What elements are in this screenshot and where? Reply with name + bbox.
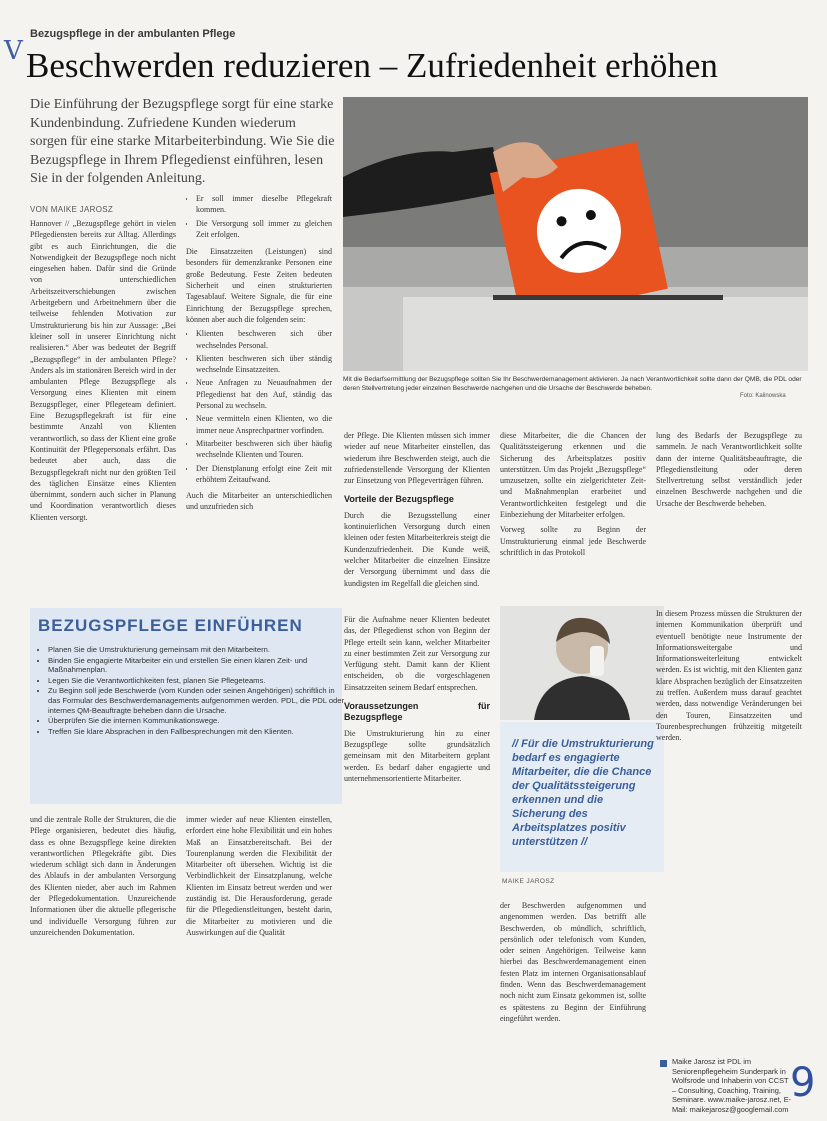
author-portrait	[500, 606, 664, 720]
section-kicker: Bezugspflege in der ambulanten Pflege	[30, 28, 236, 40]
bullet-list-wishes	[186, 193, 332, 240]
bio-marker	[660, 1060, 667, 1067]
list-item: • Binden Sie engagierte Mitarbeiter ein und erstellen Sie einen klaren Zeit- und Maßnahmenplan.	[48, 656, 346, 675]
list-item: • Klienten beschweren sich über wechselndes Personal.	[196, 328, 332, 351]
portrait-illustration	[500, 606, 664, 720]
info-box-list	[38, 645, 346, 737]
list-item: • Legen Sie die Verantwortlichkeiten fest, planen Sie Pflegeteams.	[48, 676, 346, 686]
paragraph: Die Einsatzzeiten (Leistungen) sind besonders für demenzkranke Personen eine große Bedeutung. Feste Zeiten bedeuten Sicherheit und einen strukturierten Tagesablauf. Weitere Signale, die für eine Einrichtung der Bezugspflege sprechen, können aber auch die folgenden sein:	[186, 247, 332, 324]
article-column-lower-3	[344, 614, 490, 1054]
article-column-lower-5: In diesem Prozess müssen die Strukturen der internen Kommunikation überprüft und eventuell benötigte neue Instrumente der Informationsweitergabe und Informationsweiterleitung entwickelt werden. Es ist wichtig, mit den Klienten ganz klare Absprachen bezüglich der Einsatzzeiten zu treffen. Außerdem muss darauf geachtet werden, dass notwendige Veränderungen bei den Touren, Einsatzzeiten und Tourenbesprechungen frühzeitig mitgeteilt werden.	[656, 609, 802, 743]
ballot-illustration	[343, 97, 808, 371]
paragraph: Vorweg sollte zu Beginn der Umstrukturierung einmal jede Beschwerde schriftlich in das Protokoll	[500, 525, 646, 557]
article-column-2	[186, 193, 332, 583]
paragraph: Auch die Mitarbeiter an unterschiedlichen und unzufrieden sich	[186, 491, 332, 512]
list-item: • Neue Anfragen zu Neuaufnahmen der Pflegedienst hat den Auf, ständig das Personal zu wechseln.	[196, 377, 332, 411]
list-item: • Überprüfen Sie die internen Kommunikationswege.	[48, 716, 346, 726]
list-item: • Neue vermitteln einen Klienten, wo die immer neue Ansprechpartner vorfinden.	[196, 413, 332, 436]
photo-credit: Foto: Kalinowska	[740, 393, 786, 399]
page-number: 9	[790, 1060, 816, 1106]
subheading-voraussetzungen: Voraussetzungen für Bezugspflege	[344, 701, 490, 723]
article-column-4	[500, 430, 646, 600]
list-item: • Er soll immer dieselbe Pflegekraft kommen.	[196, 193, 332, 216]
ballot-photo	[343, 97, 808, 371]
page-title: Beschwerden reduzieren – Zufriedenheit erhöhen	[26, 46, 718, 85]
byline: VON MAIKE JAROSZ	[30, 205, 114, 214]
lead-paragraph: Die Einführung der Bezugspflege sorgt für eine starke Kundenbindung. Zufriedene Kunden wiederum sorgen für eine starke Mitarbeiterbindung. Wie Sie die Bezugspflege in Ihrem Pflegedienst einführen, lesen Sie in der folgenden Anleitung.	[30, 97, 335, 187]
handwritten-mark: V	[4, 36, 23, 66]
list-item: • Planen Sie die Umstrukturierung gemeinsam mit den Mitarbeitern.	[48, 645, 346, 655]
article-column-3	[344, 430, 490, 608]
paragraph: diese Mitarbeiter, die die Chancen der Qualitätssteigerung erkennen und die Sicherung des Arbeitsplatzes positiv unterstützen. Um das Projekt „Bezugspflege“ umzusetzen, sollte ein zielgerichteter Zeit- und Maßnahmenplan erarbeitet und Verantwortlichkeiten festgelegt und die Einbeziehung der Mitarbeiter erfolgen.	[500, 431, 646, 520]
subheading-vorteile: Vorteile der Bezugspflege	[344, 494, 454, 505]
paragraph: Durch die Bezugsstellung einer kontinuierlichen Versorgung durch einen kleinen oder festen Mitarbeiterkreis steigt die Kundenzufriedenheit. Die Kunde weiß, welcher Mitarbeiter die einzelnen Einsätze der Versorgung übernimmt und dass die kundigsten im Regelfall die gleichen sind.	[344, 510, 490, 588]
list-item: • Zu Beginn soll jede Beschwerde (vom Kunden oder seinen Angehörigen) schriftlich in das Formular des Beschwerdemanagements aufgenommen werden. PDL, die PDL oder internes QM-Beauftragte beheben dann die Ursache.	[48, 686, 346, 715]
bullet-list-signals	[186, 328, 332, 485]
list-item: • Der Dienstplanung erfolgt eine Zeit mit erhöhtem Zeitaufwand.	[196, 463, 332, 486]
list-item: • Klienten beschweren sich über ständig wechselnde Einsatzzeiten.	[196, 353, 332, 376]
pull-quote: // Für die Umstrukturierung bedarf es engagierte Mitarbeiter, die die Chance der Qualitätssteigerung erkennen und die Sicherung des Arbeitsplatzes positiv unterstützen //	[512, 738, 654, 848]
quote-author: MAIKE JAROSZ	[502, 878, 555, 885]
ballot-box	[403, 297, 808, 371]
article-column-lower-1: und die zentrale Rolle der Strukturen, die die Pflege organisieren, bedeutet dies häufig, dass es ohne Bezugspflege keine direkten verantwortlichen Pflegekräfte gibt. Dies wiederum schlägt sich dann in Änderungen des Ablaufs in der ambulanten Versorgung des Klienten nieder, aber auch im Rahmen der Pflegedokumentation. Unzureichende Informationen über die aktuelle pflegerische und individuelle Versorgung führen zur unzureichenden Dokumentation.	[30, 815, 176, 937]
article-column-lower-4: der Beschwerden aufgenommen und angenommen werden. Das betrifft alle Beschwerden, ob mündlich, schriftlich, persönlich oder telefonisch vom Kunden, oder seinen Angehörigen. Teilweise kann hierbei das Beschwerdemanagement einen festen Platz im internen Organisationsablauf finden. Wenn das Beschwerdemanagement noch nicht zum Einsatz gekommen ist, sollte es spätestens zu Beginn der Einführung eingeführt werden.	[500, 901, 646, 1023]
paragraph: Die Umstrukturierung hin zu einer Bezugspflege sollte grundsätzlich gemeinsam mit den Mitarbeitern geplant werden. Es bedarf daher engagierte und unternehmensorientierte Mitarbeiter.	[344, 728, 490, 783]
article-column-1: Hannover // „Bezugspflege gehört in vielen Pflegediensten bereits zur Alltag. Allerdings gibt es auch Einrichtungen, die die Notwendigkeit der Bezugspflege noch nicht eingesehen haben. Dafür sind die Gründe von unterschiedlichen Arbeitszeitverschiebungen zwischen Arbeitgebern und Arbeitnehmern über die teilweise fehlenden Motivation zur Umstrukturierung bis hin zur Aussage: „Bei kleiner soll in unserer Einrichtung nicht realisieren.“ Aber was bedeutet der Begriff „Bezugspflege“ in der ambulanten Pflege? Anders als im stationären Bereich wird in der ambulanten Pflege Bezugspflege als Versorgung eines Klienten mit einem Bezugspfleger, einer Pflegeteam definiert. Eine Bezugspflegekraft ist für eine bestimmte Anzahl von Klienten verantwortlich, so dass der Klient eine große Kontinuität der Pflegepersonals erfährt. Das bedeutet aber auch, dass die Bezugspflegekraft nicht nur den größten Teil des täglichen Einsätze eines Klienten übernimmt, sondern auch sicher in Planung und Koordination verantwortlich dieses Klienten versorgt.	[30, 219, 176, 522]
list-item: • Die Versorgung soll immer zu gleichen Zeit erfolgen.	[196, 218, 332, 241]
paragraph: der Pflege. Die Klienten müssen sich immer wieder auf neue Mitarbeiter einstellen, das wiederum ihre Beschwerden steigt, auch die zufriedenstellende Versorgung der Klienten zur Einsetzung von Pflegeverträgen führen.	[344, 431, 490, 486]
photo-caption: Mit die Bedarfsermittlung der Bezugspflege sollten Sie Ihr Beschwerdemanagement aktivieren. Ja nach Verantwortlichkeit sollte dann der QMB, die PDL oder deren Stellvertretung jeder einzelnen Beschwerde nachgehen und die Ursache der Beschwerde beheben.	[343, 376, 802, 392]
list-item: • Mitarbeiter beschweren sich über häufig wechselnde Klienten und Touren.	[196, 438, 332, 461]
article-column-lower-2: immer wieder auf neue Klienten einstellen, erfordert eine hohe Flexibilität und ein hohes Maß an Einsatzbereitschaft. Bei der Tourenplanung werden die Flexibilität der Mitarbeiter oft übersehen. Wichtig ist die Verbindlichkeit der Einsatzplanung, welche Klienten im Einsatz betreut werden und wer zuständig ist. Die Herausforderung, gerade für die Pflegedienstleitungen, besteht darin, die Mitarbeiter zu motivieren und die Auswirkungen auf die Qualität	[186, 815, 332, 937]
info-box-title: BEZUGSPFLEGE EINFÜHREN	[38, 616, 303, 635]
list-item: • Treffen Sie klare Absprachen in den Fallbesprechungen mit den Klienten.	[48, 727, 346, 737]
author-bio: Maike Jarosz ist PDL im Seniorenpflegeheim Sunderpark in Wolfsrode und Inhaberin von CCST – Consulting, Coaching, Training, Seminare. www.maike-jarosz.net, E-Mail: maikejarosz@googlemail.com	[672, 1057, 792, 1114]
article-column-5: lung des Bedarfs der Bezugspflege zu sammeln. Je nach Verantwortlichkeit sollte dann der interne Qualitätsbeauftragte, die Pflegedienstleitung oder deren Stellvertretung selbst verständlich jeder einzelnen Beschwerde nachgehen und die Ursache der Beschwerde beheben.	[656, 431, 802, 508]
paragraph: Für die Aufnahme neuer Klienten bedeutet das, der Pflegedienst schon von Beginn der Pflege erteilt sein kann, welcher Mitarbeiter zu einer bestimmten Zeit zur Versorgung zur Verfügung steht. Damit kann der Klient entscheiden, ob die vorgeschlagenen Einsatzzeiten seinem Bedarf entsprechen.	[344, 615, 490, 692]
